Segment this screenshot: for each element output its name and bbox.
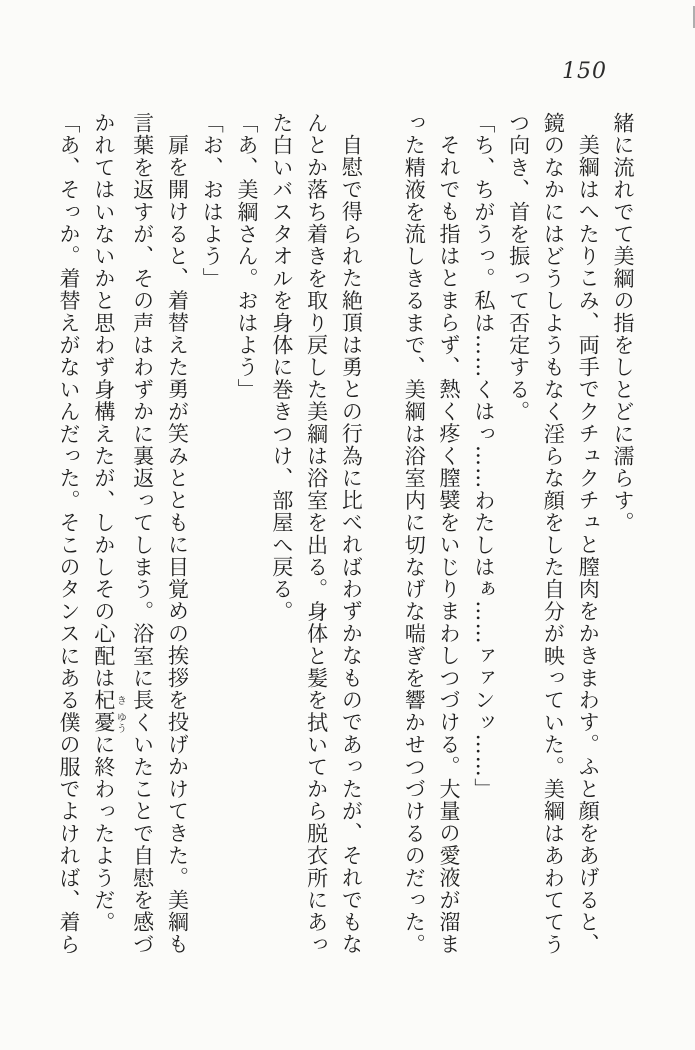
text-line: かれてはいないかと思わず身構えたが、しかしその心配は杞き憂ゆうに終わったようだ。 [91, 112, 126, 934]
text-line: 「ち、ちがうっ。私は……くはっ……わたしはぁ……ァァンッ……」 [471, 112, 496, 801]
ruby-annotated-char: 憂ゆう [91, 711, 126, 734]
text-line: 言葉を返すが、その声はわずかに裏返ってしまう。浴室に長くいたことで自慰を感づ [130, 112, 155, 956]
text-line: 鏡のなかにはどうしようもなく淫らな顔をした自分が映っていた。美綱はあわててう [541, 112, 566, 956]
text-line: それでも指はとまらず、熱く疼く膣襞をいじりまわしつづける。大量の愛液が溜ま [437, 134, 462, 956]
page-text [51, 112, 640, 960]
text-line: 「あ、そっか。着替えがないんだった。そこのタンスにある僕の服でよければ、着ら [57, 112, 82, 956]
text-line: った精液を流しきるまで、美綱は浴室内に切なげな喘ぎを響かせつづけるのだった。 [402, 112, 427, 956]
text-line: 自慰で得られた絶頂は勇との行為に比べればわずかなものであったが、それでもな [339, 134, 364, 956]
text-line: た白いバスタオルを身体に巻きつけ、部屋へ戻る。 [269, 112, 294, 623]
page-number: 150 [562, 59, 607, 84]
text-line: 「あ、美綱さん。おはよう」 [235, 112, 260, 401]
text-line: つ向き、首を振って否定する。 [506, 112, 531, 423]
text-line: 緒に流れでて美綱の指をしとどに濡らす。 [611, 112, 635, 534]
text-line: 美綱はへたりこみ、両手でクチュクチュと膣肉をかきまわす。ふと顔をあげると、 [576, 134, 601, 956]
text-line: んとか落ち着きを取り戻した美綱は浴室を出る。身体と髪を拭いてから脱衣所にあっ [304, 112, 329, 956]
text-line: 「お、おはよう」 [200, 112, 225, 290]
text-line: 扉を開けると、着替えた勇が笑みとともに目覚めの挨拶を投げかけてきた。美綱も [165, 134, 190, 956]
ruby-annotated-char: 杞き [91, 689, 126, 712]
